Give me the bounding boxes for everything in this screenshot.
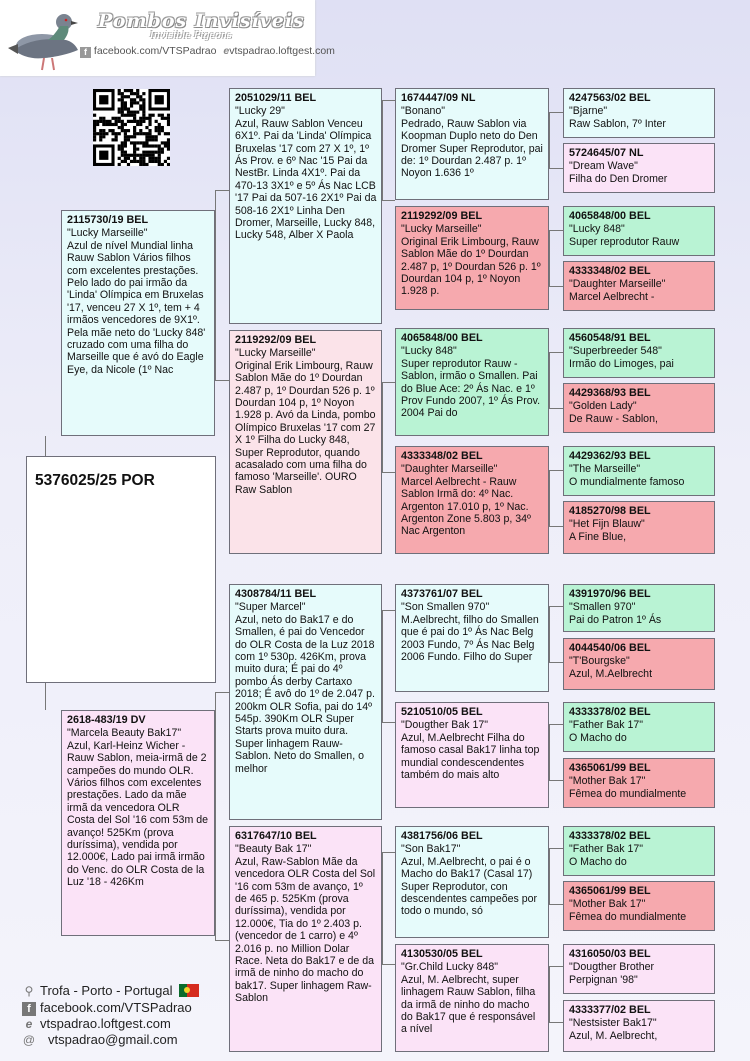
gen3-box-6 xyxy=(395,702,549,808)
gen3-desc-1: "Bonano" Pedrado, Rauw Sablon via Koopman Duplo neto do Den Dromer Super Reprodutor, pai de: 1º Dourdan 2.487 p. 1º Noyon 1.636 1º xyxy=(401,105,543,180)
gen3-desc-5: "Son Smallen 970" M.Aelbrecht, filho do Smallen que é pai do 1º Ás Nac Belg 2003 Fundo, 7º Ás Nac Belg 2006 Fundo. Filho do Super xyxy=(401,601,539,664)
dam-dam-desc: "Beauty Bak 17" Azul, Raw-Sablon Mãe da vencedora OLR Costa del Sol '16 com 53m de avanço, 1º de 465 p. 525Km (prova duríssima), vendida por 12.000€, Tia do 1º 2.403 p. (vencedor de 1 carro) e 4º 2.016 p. no Million Dolar Race. Neta do Bak17 e de da irmã de ninho do macho do bak17. Super linhagem Raw-Sablon xyxy=(235,843,376,1005)
gen4-desc-11: "Father Bak 17" O Macho do xyxy=(569,719,644,744)
gen3-desc-2: "Lucky Marseille" Original Erik Limbourg, Rauw Sablon Mãe do 1º Dourdan 2.487 p, 1º Dourdan 526 p. 1º Dourdan 104 p, 1º Noyon 1.928 p. xyxy=(401,223,541,298)
facebook-icon: f xyxy=(80,47,91,58)
gen3-desc-6: "Dougther Bak 17" Azul, M.Aelbrecht Filha do famoso casal Bak17 linha top mundial condescendentes também do mais alto xyxy=(401,719,540,782)
contact-website xyxy=(22,1016,171,1031)
at-icon: @ xyxy=(22,1033,36,1047)
portugal-flag-icon xyxy=(179,984,199,997)
gen3-ring-4: 4333348/02 BEL xyxy=(401,450,483,462)
contact-location-text: Trofa - Porto - Portugal xyxy=(40,983,173,998)
gen4-ring-5: 4560548/91 BEL xyxy=(569,332,651,344)
gen4-desc-14: "Mother Bak 17" Fêmea do mundialmente xyxy=(569,898,687,923)
gen3-ring-3: 4065848/00 BEL xyxy=(401,332,483,344)
gen3-ring-1: 1674447/09 NL xyxy=(401,92,476,104)
header-banner xyxy=(0,0,335,76)
subject-box xyxy=(26,456,216,683)
gen4-desc-15: "Dougther Brother Perpignan '98" xyxy=(569,961,655,986)
contact-facebook xyxy=(22,1000,192,1016)
gen4-box-3 xyxy=(563,206,715,256)
contact-location xyxy=(22,983,199,998)
gen3-box-4 xyxy=(395,446,549,554)
gen3-desc-3: "Lucky 848" Super reprodutor Rauw - Sablon, irmão o Smallen. Pai do Blue Ace: 2º Ás Nac. e 1º Prov Fundo 2007, 1º Ás Prov. 2004 Pai do xyxy=(401,345,541,420)
gen4-ring-1: 4247563/02 BEL xyxy=(569,92,651,104)
dam-desc: "Marcela Beauty Bak17" Azul, Karl-Heinz Wicher - Rauw Sablon, meia-irmã de 2 campeões do mundo OLR. Vários filhos com excelentes prestações. Lado da mãe irmã da vencedora OLR Costa del Sol '16 com 53m de avanço! 525Km (prova duríssima), vendida por 12.000€, Lado pai irmã irmão do Venc. do OLR Costa de la Luz '18 - 426Km xyxy=(67,727,208,889)
gen3-ring-7: 4381756/06 BEL xyxy=(401,830,483,842)
gen4-ring-15: 4316050/03 BEL xyxy=(569,948,651,960)
header-website-link[interactable]: vtspadrao.loftgest.com xyxy=(229,45,335,57)
gen3-desc-7: "Son Bak17" Azul, M.Aelbrecht, o pai é o Macho do Bak17 (Casal 17) Super Reprodutor, con descendentes campeões por todo o mundo, só xyxy=(401,843,538,918)
gen4-box-5 xyxy=(563,328,715,378)
gen3-box-2 xyxy=(395,206,549,310)
sire-desc: "Lucky Marseille" Azul de nível Mundial linha Rauw Sablon Vários filhos com excelentes prestações. Pelo lado do pai irmão da 'Linda' Olímpica em Bruxelas '17, venceu 27 X 1º, tem + 4 irmãos vencedores de 9X1º. Pela mãe neto do 'Lucky 848' cruzado com uma filha do Marseille que é avó do Eagle Eye, da Nicole (1º Nac xyxy=(67,227,206,376)
sire-dam-ring: 2119292/09 BEL xyxy=(235,334,317,346)
gen4-desc-12: "Mother Bak 17" Fêmea do mundialmente xyxy=(569,775,687,800)
gen3-box-1 xyxy=(395,88,549,200)
gen4-desc-5: "Superbreeder 548" Irmão do Limoges, pai xyxy=(569,345,674,370)
sire-dam-box xyxy=(229,330,382,554)
gen3-box-8 xyxy=(395,944,549,1052)
gen4-ring-12: 4365061/99 BEL xyxy=(569,762,651,774)
pigeon-logo xyxy=(4,6,80,72)
gen4-box-13 xyxy=(563,826,715,876)
contact-facebook-link[interactable]: facebook.com/VTSPadrao xyxy=(40,1000,192,1015)
gen3-ring-6: 5210510/05 BEL xyxy=(401,706,483,718)
header-facebook-link[interactable]: facebook.com/VTSPadrao xyxy=(93,45,217,57)
location-pin-icon: ⚲ xyxy=(24,984,34,998)
facebook-icon: f xyxy=(22,1002,36,1016)
gen4-box-4 xyxy=(563,261,715,311)
gen4-ring-3: 4065848/00 BEL xyxy=(569,210,651,222)
gen3-ring-8: 4130530/05 BEL xyxy=(401,948,483,960)
gen4-box-10 xyxy=(563,638,715,690)
gen4-box-7 xyxy=(563,446,715,496)
contact-website-link[interactable]: vtspadrao.loftgest.com xyxy=(40,1016,171,1031)
gen4-ring-7: 4429362/93 BEL xyxy=(569,450,651,462)
gen4-desc-4: "Daughter Marseille" Marcel Aelbrecht - xyxy=(569,278,666,303)
sire-dam-desc: "Lucky Marseille" Original Erik Limbourg, Rauw Sablon Mãe do 1º Dourdan 2.487 p, 1º Dourdan 526 p. 1º Dourdan 104 p, 1º Noyon 1.928 p. Avó da Linda, pombo Olímpico Bruxelas '17 com 27 X 1º Filha do Lucky 848, Super Reprodutor, quando acasalado com uma filha do famoso 'Marseille'. OURO Raw Sablon xyxy=(235,347,376,496)
dam-dam-box xyxy=(229,826,382,1052)
dam-box xyxy=(61,710,215,936)
gen4-desc-3: "Lucky 848" Super reprodutor Rauw xyxy=(569,223,680,248)
gen3-desc-8: "Gr.Child Lucky 848" Azul, M. Aelbrecht, super linhagem Rauw Sablon, filha da irmã de ninho do macho do Bak17 que é responsável a nível xyxy=(401,961,536,1036)
sire-sire-desc: "Lucky 29" Azul, Rauw Sablon Venceu 6X1º. Pai da 'Linda' Olímpica Bruxelas '17 com 27 X 1º, 1º Ás Prov. e 6º Nac '15 Pai da NestBr. Linda 4X1º. Pai da 470-13 3X1º e 5º Ás Nac LCB '17 Pai da 507-16 2X1º Pai da 508-16 2X1º Linha Den Dromer, Marseille, Lucky 848, Lucky 548, Alber X Paola xyxy=(235,105,377,242)
gen3-desc-4: "Daughter Marseille" Marcel Aelbrecht - Rauw Sablon Irmã do: 4º Nac. Argenton 17.010 p, 1º Nac. Argenton Zone 5.803 p, 34º Nac Argenton xyxy=(401,463,531,538)
dam-sire-box xyxy=(229,584,382,820)
gen4-desc-8: "Het Fijn Blauw" A Fine Blue, xyxy=(569,518,645,543)
gen4-box-6 xyxy=(563,383,715,433)
gen4-desc-13: "Father Bak 17" O Macho do xyxy=(569,843,644,868)
header-links xyxy=(80,45,335,58)
gen4-desc-7: "The Marseille" O mundialmente famoso xyxy=(569,463,685,488)
gen3-box-5 xyxy=(395,584,549,692)
sire-sire-box xyxy=(229,88,382,324)
e-icon: e xyxy=(25,1017,33,1031)
gen4-ring-4: 4333348/02 BEL xyxy=(569,265,651,277)
gen4-box-16 xyxy=(563,1000,715,1052)
gen3-ring-2: 2119292/09 BEL xyxy=(401,210,483,222)
gen4-desc-10: "T'Bourgske" Azul, M.Aelbrecht xyxy=(569,655,653,680)
contact-email xyxy=(22,1032,178,1047)
gen4-desc-2: "Dream Wave" Filha do Den Dromer xyxy=(569,160,668,185)
gen4-ring-6: 4429368/93 BEL xyxy=(569,387,651,399)
gen4-box-12 xyxy=(563,758,715,808)
gen3-box-3 xyxy=(395,328,549,436)
header-subtitle: Invisible Pigeons xyxy=(150,30,232,41)
dam-dam-ring: 6317647/10 BEL xyxy=(235,830,317,842)
gen3-ring-5: 4373761/07 BEL xyxy=(401,588,483,600)
sire-sire-ring: 2051029/11 BEL xyxy=(235,92,317,104)
sire-ring: 2115730/19 BEL xyxy=(67,214,149,226)
gen4-ring-13: 4333378/02 BEL xyxy=(569,830,651,842)
gen4-box-11 xyxy=(563,702,715,752)
gen4-desc-16: "Nestsister Bak17" Azul, M. Aelbrecht, xyxy=(569,1017,658,1042)
gen4-box-8 xyxy=(563,501,715,554)
e-icon: e xyxy=(223,45,230,57)
gen4-ring-8: 4185270/98 BEL xyxy=(569,505,651,517)
gen4-ring-14: 4365061/99 BEL xyxy=(569,885,651,897)
gen4-box-2 xyxy=(563,143,715,193)
gen4-box-9 xyxy=(563,584,715,632)
gen4-ring-2: 5724645/07 NL xyxy=(569,147,644,159)
gen4-ring-9: 4391970/96 BEL xyxy=(569,588,651,600)
qr-code xyxy=(93,89,170,166)
dam-sire-ring: 4308784/11 BEL xyxy=(235,588,317,600)
dam-ring: 2618-483/19 DV xyxy=(67,714,146,726)
gen4-desc-1: "Bjarne" Raw Sablon, 7º Inter xyxy=(569,105,666,130)
subject-ring: 5376025/25 POR xyxy=(35,472,155,489)
gen4-ring-16: 4333377/02 BEL xyxy=(569,1004,651,1016)
contact-email-link[interactable]: vtspadrao@gmail.com xyxy=(48,1032,178,1047)
sire-box xyxy=(61,210,215,436)
gen4-ring-11: 4333378/02 BEL xyxy=(569,706,651,718)
gen3-box-7 xyxy=(395,826,549,938)
header-title: Pombos Invisíveis xyxy=(98,10,305,32)
gen4-ring-10: 4044540/06 BEL xyxy=(569,642,651,654)
gen4-box-14 xyxy=(563,881,715,931)
gen4-box-1 xyxy=(563,88,715,138)
gen4-desc-6: "Golden Lady" De Rauw - Sablon, xyxy=(569,400,658,425)
gen4-box-15 xyxy=(563,944,715,994)
dam-sire-desc: "Super Marcel" Azul, neto do Bak17 e do Smallen, é pai do Vencedor do OLR Costa de la Luz 2018 com 1º 530p. 426Km, prova muito dura; É pai do 4º pombo Ás derby Cartaxo 2018; É avô do 1º de 2.047 p. 200km OLR Sofia, pai do 14º 545p. 390Km OLR Super Starts prova muito dura. Super linhagem Rauw-Sablon. Neto do Smallen, o melhor xyxy=(235,601,375,775)
gen4-desc-9: "Smallen 970" Pai do Patron 1º Ás xyxy=(569,601,662,626)
